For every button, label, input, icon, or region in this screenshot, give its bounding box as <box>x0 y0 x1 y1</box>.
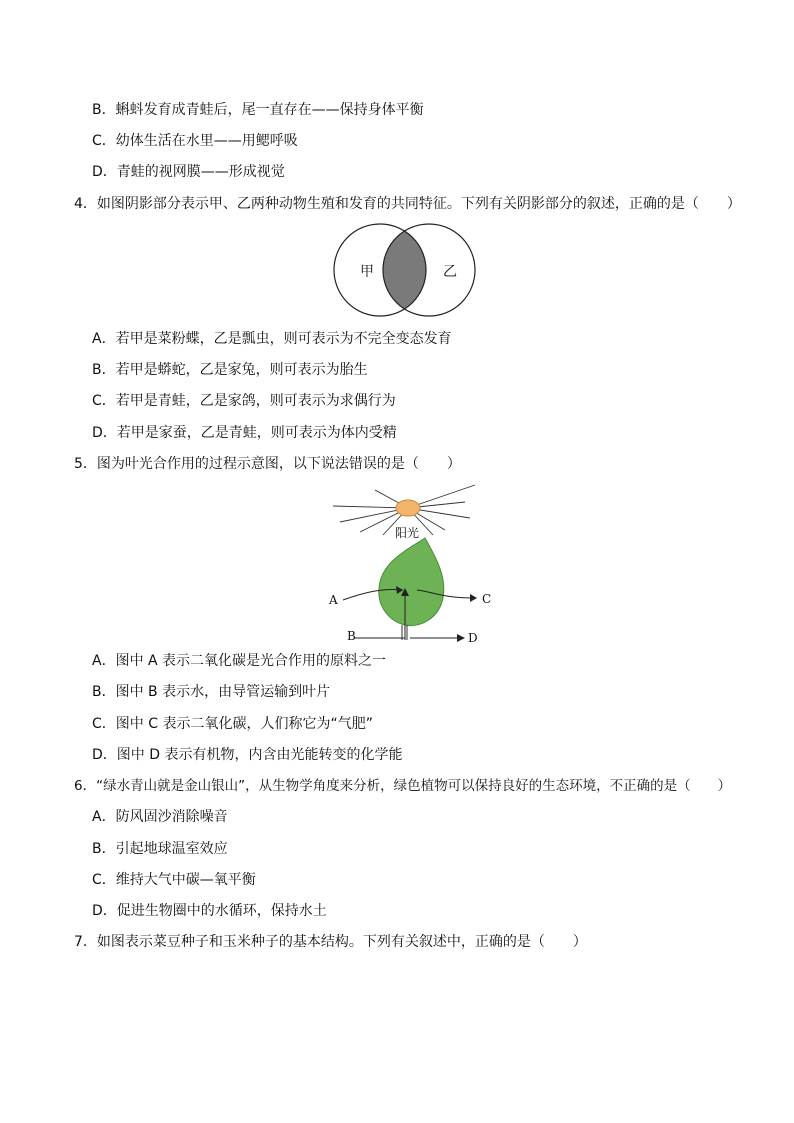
label-d: D <box>468 631 478 645</box>
q5-option-c: C．图中 C 表示二氧化碳，人们称它为“气肥” <box>92 716 373 732</box>
photosynthesis-diagram <box>325 480 500 645</box>
venn-diagram <box>330 222 482 318</box>
q3-option-d: D．青蛙的视网膜——形成视觉 <box>92 164 285 180</box>
q4-option-a: A．若甲是菜粉蝶，乙是瓢虫，则可表示为不完全变态发育 <box>92 331 452 347</box>
q3-option-c: C．幼体生活在水里——用鳃呼吸 <box>92 133 298 149</box>
label-c: C <box>482 592 492 606</box>
q5-option-a: A．图中 A 表示二氧化碳是光合作用的原料之一 <box>92 653 387 669</box>
leaf-icon <box>379 538 444 626</box>
q5-option-b: B．图中 B 表示水，由导管运输到叶片 <box>92 684 331 700</box>
venn-label-left: 甲 <box>360 264 374 280</box>
sun-label: 阳光 <box>395 526 420 540</box>
q6-option-d: D．促进生物圈中的水循环，保持水土 <box>92 903 327 919</box>
label-b: B <box>347 629 356 643</box>
q3-option-b: B．蝌蚪发育成青蛙后，尾一直存在——保持身体平衡 <box>92 102 424 118</box>
q4-option-d: D．若甲是家蚕，乙是青蛙，则可表示为体内受精 <box>92 425 397 441</box>
q4-option-b: B．若甲是蟒蛇，乙是家兔，则可表示为胎生 <box>92 362 368 378</box>
q6-option-a: A．防风固沙消除噪音 <box>92 809 228 825</box>
q7-stem: 7．如图表示菜豆种子和玉米种子的基本结构。下列有关叙述中，正确的是（ ） <box>74 934 587 950</box>
q6-option-b: B．引起地球温室效应 <box>92 841 228 857</box>
sun-icon <box>396 500 420 516</box>
q4-option-c: C．若甲是青蛙，乙是家鸽，则可表示为求偶行为 <box>92 393 396 409</box>
q5-option-d: D．图中 D 表示有机物，内含由光能转变的化学能 <box>92 747 403 763</box>
q5-stem: 5．图为叶光合作用的过程示意图，以下说法错误的是（ ） <box>74 456 461 472</box>
venn-label-right: 乙 <box>443 264 457 280</box>
q6-stem: 6．“绿水青山就是金山银山”，从生物学角度来分析，绿色植物可以保持良好的生态环境，不正确的是（ ） <box>74 778 732 794</box>
label-a: A <box>329 593 338 607</box>
q4-stem: 4．如图阴影部分表示甲、乙两种动物生殖和发育的共同特征。下列有关阴影部分的叙述，正确的是（ ） <box>74 196 741 212</box>
q6-option-c: C．维持大气中碳—氧平衡 <box>92 872 256 888</box>
